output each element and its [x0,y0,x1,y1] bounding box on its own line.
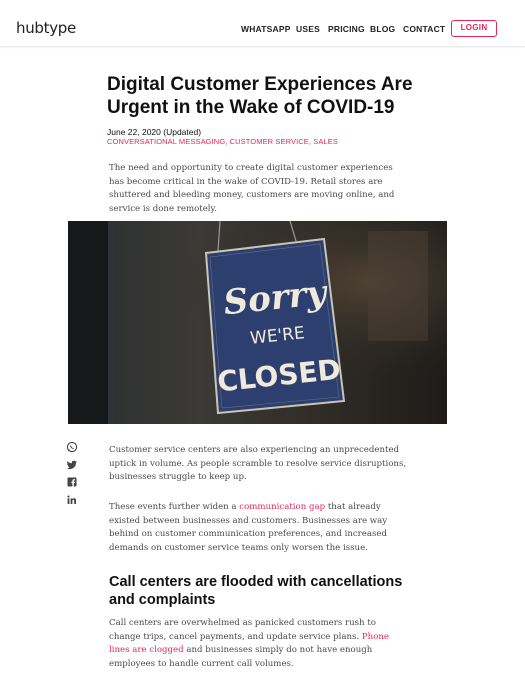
twitter-icon[interactable] [66,459,78,471]
nav-uses[interactable]: USES [296,24,320,34]
nav-pricing[interactable]: PRICING [328,24,365,34]
nav-whatsapp[interactable]: WHATSAPP [241,24,291,34]
text-segment: that already existed between businesses and customers. Businesses are way behind on customer communication preferences, and increased demands on customer service teams only worsen the issue. [109,502,388,553]
login-button[interactable]: LOGIN [451,20,497,37]
facebook-icon[interactable] [66,476,78,488]
site-header [0,0,525,46]
hubtype-logo[interactable]: hubtype [16,19,76,37]
sign-closed-text: CLOSED [215,352,343,399]
nav-blog[interactable]: BLOG [370,24,396,34]
intro-paragraph: The need and opportunity to create digital customer experiences has become critical in the wake of COVID-19. Retail stores are shuttered and bleeding money, customers are moving online, and service is done remotely. [109,163,395,214]
section-heading: Call centers are flooded with cancellations and complaints [109,574,403,608]
text-segment: These events further widen a [109,502,240,512]
text-segment: Call centers are overwhelmed as panicked customers rush to change trips, cancel payments, and update service plans. [109,618,376,642]
hero-image [68,221,447,424]
article-title: Digital Customer Experiences Are Urgent in the Wake of COVID-19 [107,74,413,118]
phone-lines-link[interactable]: Phone lines are clogged [109,631,390,655]
article-tags[interactable]: CONVERSATIONAL MESSAGING, CUSTOMER SERVICE, SALES [107,137,338,146]
article-date: June 22, 2020 (Updated) [107,127,202,137]
paragraph-call-centers [109,617,409,671]
sign-sorry-text: Sorry [221,272,329,324]
sign-were-text: WE'RE [249,323,306,349]
closed-sign-photo [68,221,447,424]
communication-gap-link[interactable]: communication gap [239,502,326,512]
nav-contact[interactable]: CONTACT [403,24,446,34]
text-segment: and businesses simply do not have enough employees to handle current call volumes. [109,645,373,669]
whatsapp-icon[interactable] [66,441,78,453]
linkedin-icon[interactable] [66,494,78,506]
paragraph-communication-gap [109,501,409,555]
paragraph-service-centers: Customer service centers are also experiencing an unprecedented uptick in volume. As people scramble to resolve service disruptions, businesses struggle to keep up. [109,445,407,482]
